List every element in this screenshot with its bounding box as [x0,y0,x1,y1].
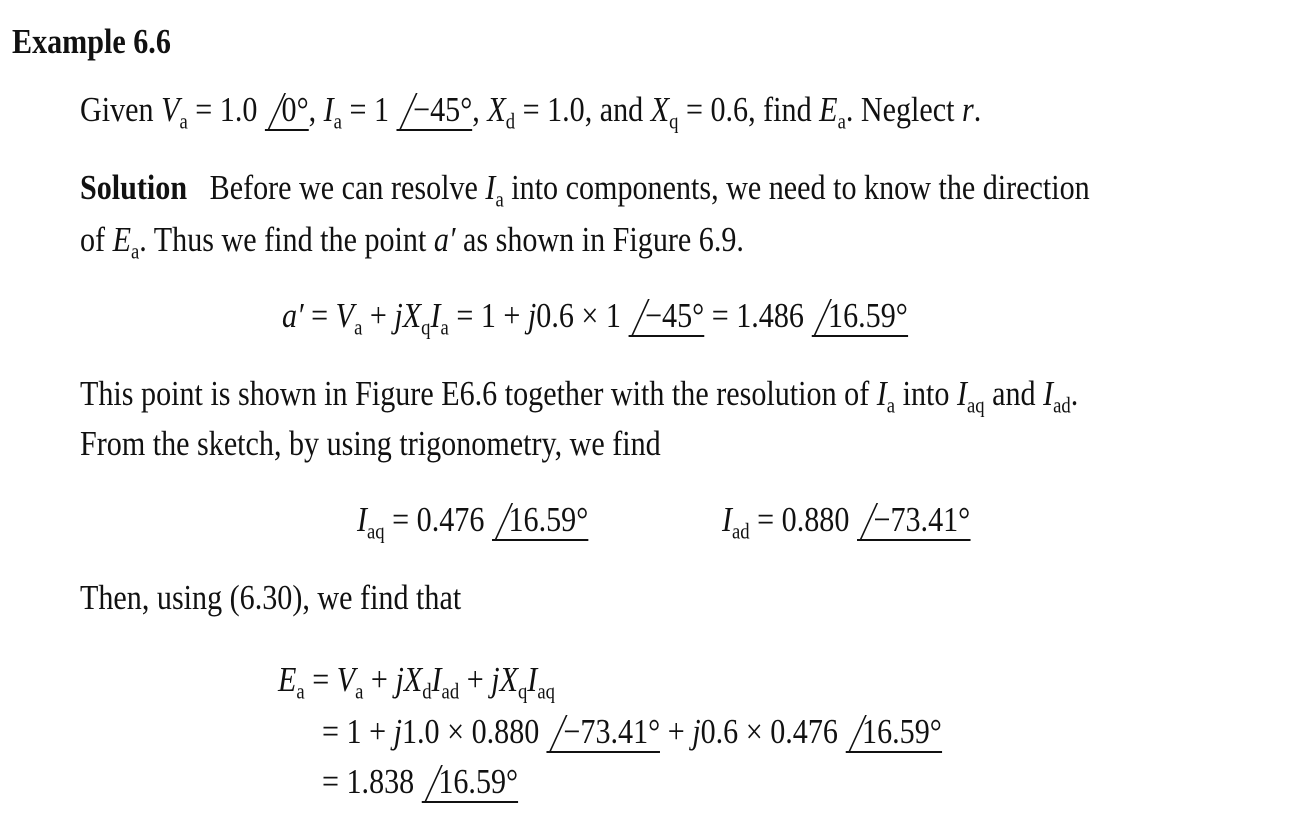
angle-16-59: 16.59° [492,502,588,541]
paragraph-then: Then, using (6.30), we find that [80,578,462,617]
solution-line-1: Solution Before we can resolve $I_a$ into components, we need to know the direction [80,168,1090,212]
angle-16-59: 16.59° [422,764,518,803]
angle-minus-73-41: −73.41° [547,714,660,753]
paragraph-resolution-line-2: From the sketch, by using trigonometry, we find [80,424,661,463]
given-statement: Given $V_a = 1.0$ 0°, $I_a = 1 -45^\circ$, $X_d = 1.0$, and $X_q = 0.6$, find $E_a$. Neglect r. [80,90,982,134]
angle-16-59: 16.59° [845,714,941,753]
equation-a-prime: $a' = V_a + jX_qI_a = 1 + j0.6 \times 1 -45^\circ = 1.486$ 16.59° [282,296,908,340]
angle-minus-73-41: −73.41° [857,502,970,541]
example-title: Example 6.6 [12,22,171,61]
equation-ea-line-2: = 1 + j1.0 × 0.880 −73.41° + j0.6 × 0.476 16.59° [322,712,942,751]
angle-minus-45: −45° [397,92,473,131]
equation-ea-line-3: = 1.838 16.59° [322,762,519,801]
equation-iad: $I_{ad} = 0.880 -73.41^\circ$ [722,500,971,544]
paragraph-resolution-line-1: This point is shown in Figure E6.6 together with the resolution of $I_a$ into $I_{aq}$ and $I_{ad}$. [80,374,1079,418]
equation-iaq: $I_{aq} = 0.476$ 16.59° [357,500,589,544]
solution-line-2: of $E_a$. Thus we find the point a′ as shown in Figure 6.9. [80,220,744,264]
equation-ea-line-1: $E_a = V_a + jX_dI_{ad} + jX_qI_{aq}$ [278,660,555,704]
angle-16-59: 16.59° [811,298,907,337]
solution-label: Solution [80,168,188,207]
angle-minus-45: −45° [629,298,705,337]
angle-0: 0° [265,92,309,131]
